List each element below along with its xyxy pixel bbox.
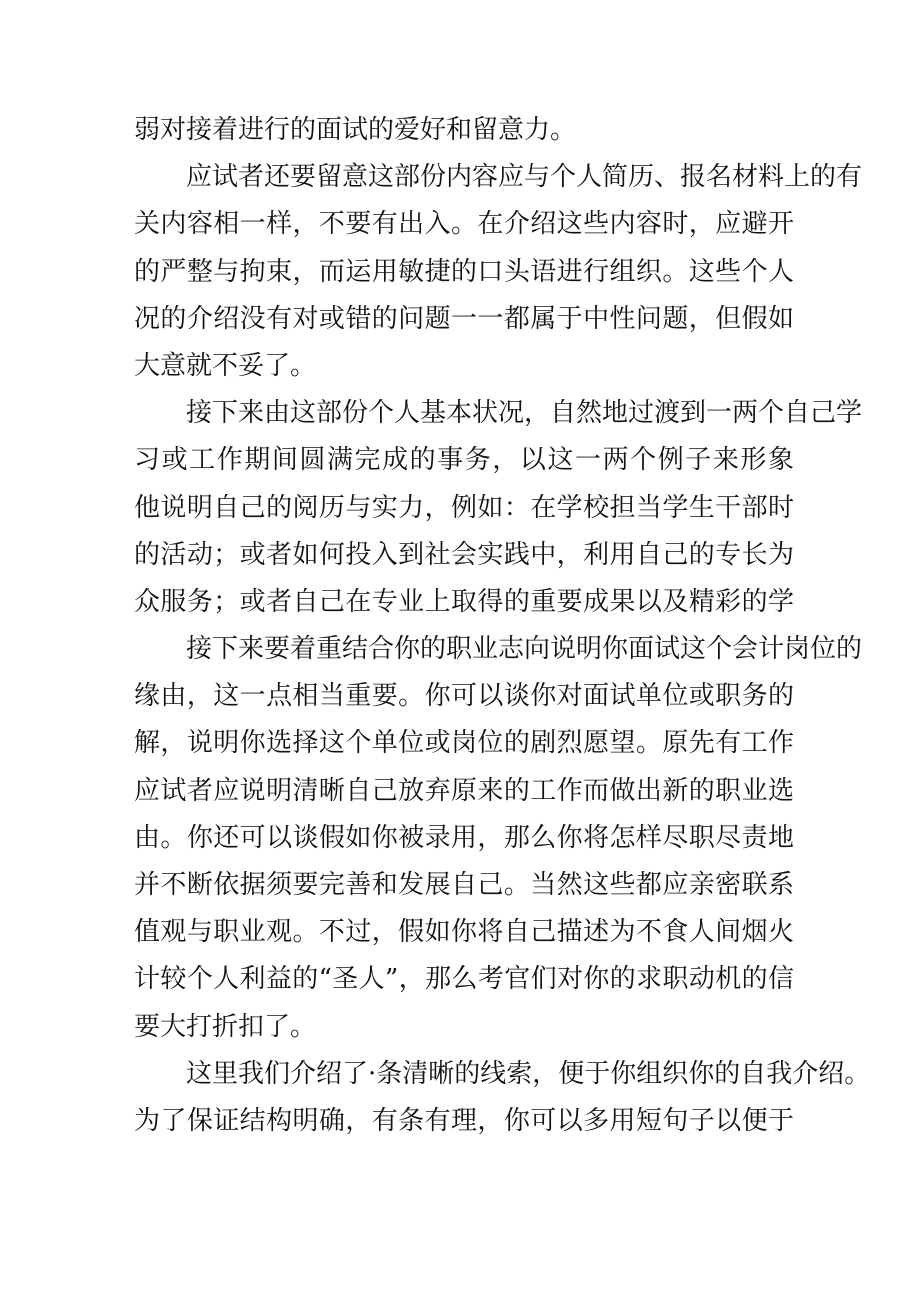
text-line: 的活动；或者如何投入到社会实践中，利用自己的专长为 (134, 539, 794, 570)
paragraph-first-line: 应试者还要留意这部份内容应与个人简历、报名材料上的有 (186, 162, 863, 193)
text-line: 缘由，这一点相当重要。你可以谈你对面试单位或职务的 (134, 681, 794, 712)
paragraph-first-line: 这里我们介绍了·条清晰的线索，便于你组织你的自我介绍。 (186, 1058, 871, 1089)
text-line: 众服务；或者自己在专业上取得的重要成果以及精彩的学 (134, 586, 794, 617)
text-line: 解，说明你选择这个单位或岗位的剧烈愿望。原先有工作 (134, 728, 794, 759)
text-line: 弱对接着进行的面试的爱好和留意力。 (134, 115, 577, 145)
text-line: 况的介绍没有对或错的问题一一都属于中性问题，但假如 (134, 303, 794, 334)
text-line: 习或工作期间圆满完成的事务，以这一两个例子来形象 (134, 445, 794, 476)
text-line: 的严整与拘束，而运用敏捷的口头语进行组织。这些个人 (134, 256, 794, 287)
paragraph-first-line: 接下来由这部份个人基本状况，自然地过渡到一两个自己学 (186, 398, 863, 429)
text-line: 他说明自己的阅历与实力，例如：在学校担当学生干部时 (134, 492, 794, 523)
text-line: 关内容相一样，不要有出入。在介绍这些内容时，应避开 (134, 209, 794, 240)
text-line: 应试者应说明清晰自己放弃原来的工作而做出新的职业选 (134, 775, 794, 806)
text-line: 要大打折扣了。 (134, 1011, 317, 1042)
text-line: 值观与职业观。不过，假如你将自己描述为不食人间烟火 (134, 917, 794, 948)
text-line: 并不断依据须要完善和发展自己。当然这些都应亲密联系 (134, 870, 794, 900)
document-body (134, 107, 871, 1145)
text-line: 由。你还可以谈假如你被录用，那么你将怎样尽职尽责地 (134, 822, 794, 853)
text-line: 为了保证结构明确，有条有理，你可以多用短句子以便于 (134, 1105, 794, 1136)
paragraph-first-line: 接下来要着重结合你的职业志向说明你面试这个会计岗位的 (186, 634, 863, 665)
text-line: 计较个人利益的“圣人”，那么考官们对你的求职动机的信 (134, 964, 794, 995)
text-line: 大意就不妥了。 (134, 350, 317, 381)
